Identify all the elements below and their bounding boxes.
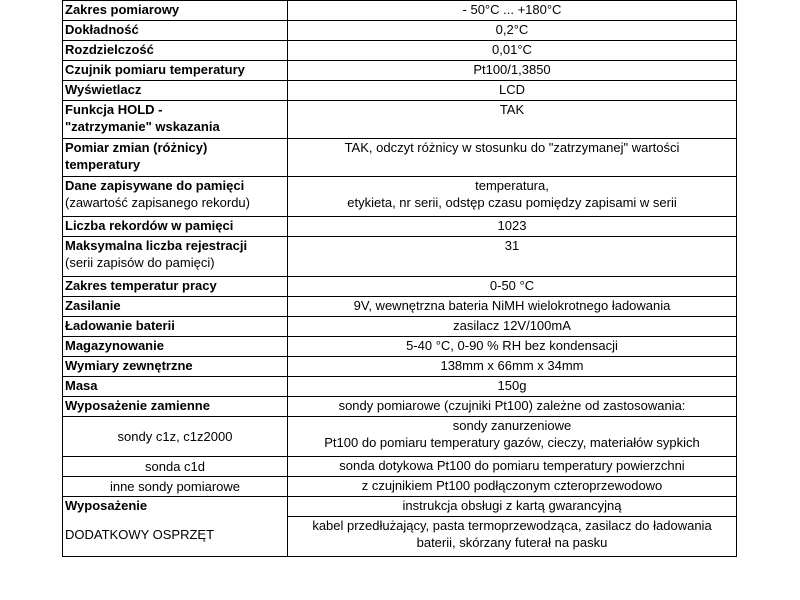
row-value: Pt100/1,3850: [288, 61, 737, 81]
table-row: [63, 217, 737, 237]
table-row: [63, 417, 737, 457]
row-label: sonda c1d: [63, 457, 288, 477]
row-label: Zakres pomiarowy: [63, 1, 288, 21]
table-row: [63, 477, 737, 497]
row-label: Rozdzielczość: [63, 41, 288, 61]
table-row: [63, 81, 737, 101]
row-label: Maksymalna liczba rejestracji (serii zapisów do pamięci): [63, 237, 288, 277]
row-label: Zasilanie: [63, 297, 288, 317]
table-row: [63, 21, 737, 41]
row-value: 0,2°C: [288, 21, 737, 41]
table-row: [63, 41, 737, 61]
row-value: instrukcja obsługi z kartą gwarancyjną: [288, 497, 737, 517]
row-label: Funkcja HOLD - "zatrzymanie" wskazania: [63, 101, 288, 139]
row-value: temperatura, etykieta, nr serii, odstęp czasu pomiędzy zapisami w serii: [288, 177, 737, 217]
row-value: - 50°C ... +180°C: [288, 1, 737, 21]
spec-table: [62, 0, 737, 557]
row-label: Dane zapisywane do pamięci (zawartość zapisanego rekordu): [63, 177, 288, 217]
row-value: TAK, odczyt różnicy w stosunku do "zatrzymanej" wartości: [288, 139, 737, 177]
table-row: [63, 377, 737, 397]
table-row: [63, 397, 737, 417]
row-label: Pomiar zmian (różnicy) temperatury: [63, 139, 288, 177]
table-row: [63, 317, 737, 337]
equipment-label: Wyposażenie: [65, 498, 148, 513]
table-row: [63, 139, 737, 177]
row-value: TAK: [288, 101, 737, 139]
row-label: Dokładność: [63, 21, 288, 41]
spec-table-body: [63, 1, 737, 557]
row-label: Masa: [63, 377, 288, 397]
row-label: Ładowanie baterii: [63, 317, 288, 337]
accessory-label: DODATKOWY OSPRZĘT: [65, 527, 215, 542]
table-row: [63, 61, 737, 81]
row-value: 0,01°C: [288, 41, 737, 61]
row-label: Wyświetlacz: [63, 81, 288, 101]
row-value: kabel przedłużający, pasta termoprzewodząca, zasilacz do ładowania baterii, skórzany futerał na pasku: [288, 517, 737, 557]
row-value: 150g: [288, 377, 737, 397]
row-value: sondy zanurzeniowe Pt100 do pomiaru temperatury gazów, cieczy, materiałów sypkich: [288, 417, 737, 457]
table-row: [63, 277, 737, 297]
row-value: sondy pomiarowe (czujniki Pt100) zależne od zastosowania:: [288, 397, 737, 417]
row-label: sondy c1z, c1z2000: [63, 417, 288, 457]
row-label: Wyposażenie zamienne: [63, 397, 288, 417]
row-label: inne sondy pomiarowe: [63, 477, 288, 497]
table-row: [63, 457, 737, 477]
row-value: sonda dotykowa Pt100 do pomiaru temperatury powierzchni: [288, 457, 737, 477]
row-label: Zakres temperatur pracy: [63, 277, 288, 297]
row-value: 5-40 °C, 0-90 % RH bez kondensacji: [288, 337, 737, 357]
row-label: Czujnik pomiaru temperatury: [63, 61, 288, 81]
table-row: [63, 497, 737, 517]
table-row: [63, 177, 737, 217]
row-value: 0-50 °C: [288, 277, 737, 297]
table-row: [63, 357, 737, 377]
row-label: Wymiary zewnętrzne: [63, 357, 288, 377]
equipment-label-cell: [63, 497, 288, 557]
table-row: [63, 237, 737, 277]
table-row: [63, 297, 737, 317]
row-label: Magazynowanie: [63, 337, 288, 357]
row-value: zasilacz 12V/100mA: [288, 317, 737, 337]
table-row: [63, 337, 737, 357]
row-value: 31: [288, 237, 737, 277]
row-value: 9V, wewnętrzna bateria NiMH wielokrotnego ładowania: [288, 297, 737, 317]
row-value: 138mm x 66mm x 34mm: [288, 357, 737, 377]
row-value: z czujnikiem Pt100 podłączonym czteroprzewodowo: [288, 477, 737, 497]
table-row: [63, 1, 737, 21]
row-value: LCD: [288, 81, 737, 101]
row-label: Liczba rekordów w pamięci: [63, 217, 288, 237]
table-row: [63, 101, 737, 139]
row-value: 1023: [288, 217, 737, 237]
